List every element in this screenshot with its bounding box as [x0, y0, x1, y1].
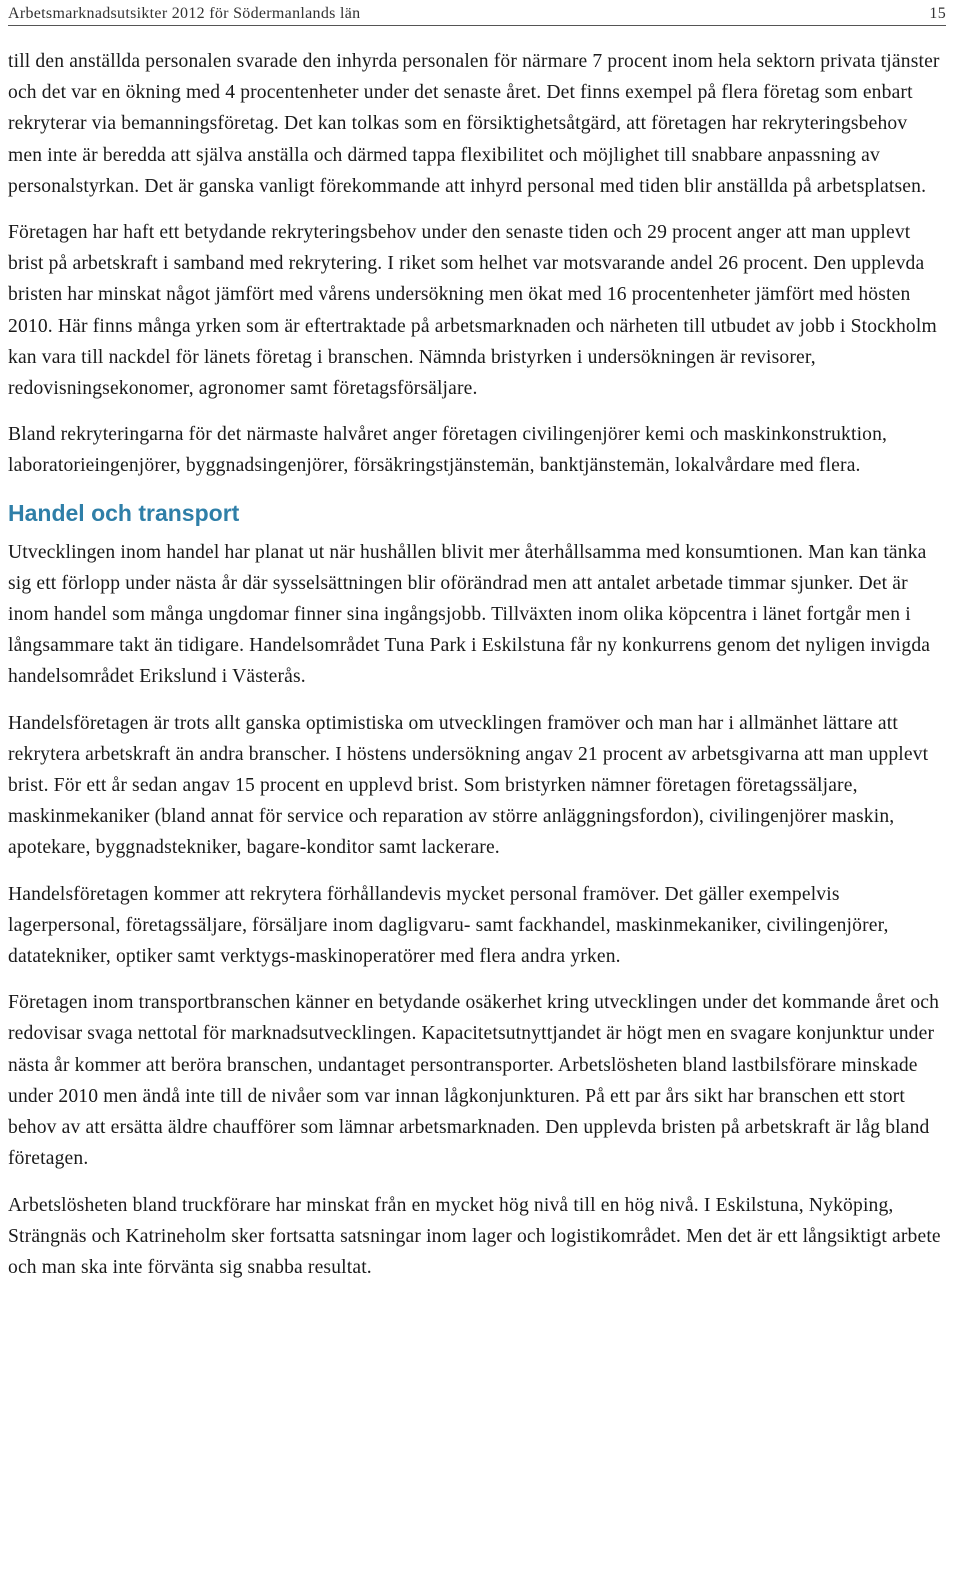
body-text: [8, 46, 946, 1283]
paragraph-8: Arbetslösheten bland truckförare har minskat från en mycket hög nivå till en hög nivå. I Eskilstuna, Nyköping, Strängnäs och Katrineholm sker fortsatta satsningar inom lager och logistikområdet. Men det är ett långsiktigt arbete och man ska inte förvänta sig snabba resultat.: [8, 1194, 941, 1278]
paragraph-4: Utvecklingen inom handel har planat ut när hushållen blivit mer återhållsamma med konsumtionen. Man kan tänka sig ett förlopp under nästa år där sysselsättningen blir oförändrad men att antalet arbetade timmar sjunker. Det är inom handel som många ungdomar finner sina ingångsjobb. Tillväxten inom olika köpcentra i länet fortgår men i långsammare takt än tidigare. Handelsområdet Tuna Park i Eskilstuna får ny konkurrens genom det nyligen invigda handelsområdet Erikslund i Västerås.: [8, 541, 931, 688]
paragraph-5: Handelsföretagen är trots allt ganska optimistiska om utvecklingen framöver och man har i allmänhet lättare att rekrytera arbetskraft än andra branscher. I höstens undersökning angav 21 procent av arbetsgivarna att man upplevt brist. För ett år sedan angav 15 procent en upplevd brist. Som bristyrken nämner företagen företagssäljare, maskinmekaniker (bland annat för service och reparation av större anläggningsfordon), civilingenjörer maskin, apotekare, byggnadstekniker, bagare-konditor samt lackerare.: [8, 712, 929, 859]
page-number: 15: [929, 5, 946, 22]
header-title: Arbetsmarknadsutsikter 2012 för Södermanlands län: [8, 5, 361, 22]
paragraph-3: Bland rekryteringarna för det närmaste halvåret anger företagen civilingenjörer kemi och maskinkonstruktion, laboratorieingenjörer, byggnadsingenjörer, försäkringstjänstemän, banktjänstemän, lokalvårdare med flera.: [8, 424, 888, 477]
section-heading: Handel och transport: [8, 499, 240, 526]
paragraph-7: Företagen inom transportbranschen känner en betydande osäkerhet kring utvecklingen under det kommande året och redovisar svaga nettotal för marknadsutvecklingen. Kapacitetsutnyttjandet är högt men en svagare konjunktur under nästa år kommer att beröra branschen, undantaget persontransporter. Arbetslösheten bland lastbilsförare minskade under 2010 men ändå inte till de nivåer som var innan lågkonjunkturen. På ett par års sikt har branschen ett stort behov av att ersätta äldre chaufförer som lämnar arbetsmarknaden. Den upplevda bristen på arbetskraft är låg bland företagen.: [8, 992, 940, 1170]
running-header: [8, 0, 946, 26]
paragraph-2: Företagen har haft ett betydande rekryteringsbehov under den senaste tiden och 29 procent anger att man upplevt brist på arbetskraft i samband med rekrytering. I riket som helhet var motsvarande andel 26 procent. Den upplevda bristen har minskat något jämfört med vårens undersökning men ökat med 16 procentenheter jämfört med hösten 2010. Här finns många yrken som är eftertraktade på arbetsmarknaden och närheten till utbudet av jobb i Stockholm kan vara till nackdel för länets företag i branschen. Nämnda bristyrken i undersökningen är revisorer, redovisningsekonomer, agronomer samt företagsförsäljare.: [8, 222, 937, 400]
paragraph-6: Handelsföretagen kommer att rekrytera förhållandevis mycket personal framöver. Det gäller exempelvis lagerpersonal, företagssäljare, försäljare inom dagligvaru- samt fackhandel, maskinmekaniker, civilingenjörer, datatekniker, optiker samt verktygs-maskinoperatörer med flera andra yrken.: [8, 883, 889, 968]
paragraph-1: till den anställda personalen svarade den inhyrda personalen för närmare 7 procent inom hela sektorn privata tjänster och det var en ökning med 4 procentenheter under det senaste året. Det finns exempel på flera företag som enbart rekryterar via bemanningsföretag. Det kan tolkas som en försiktighetsåtgärd, att företagen har rekryteringsbehov men inte är beredda att själva anställa och därmed tappa flexibilitet och möjlighet till snabbare anpassning av personalstyrkan. Det är ganska vanligt förekommande att inhyrd personal med tiden blir anställda på arbetsplatsen.: [8, 51, 940, 197]
